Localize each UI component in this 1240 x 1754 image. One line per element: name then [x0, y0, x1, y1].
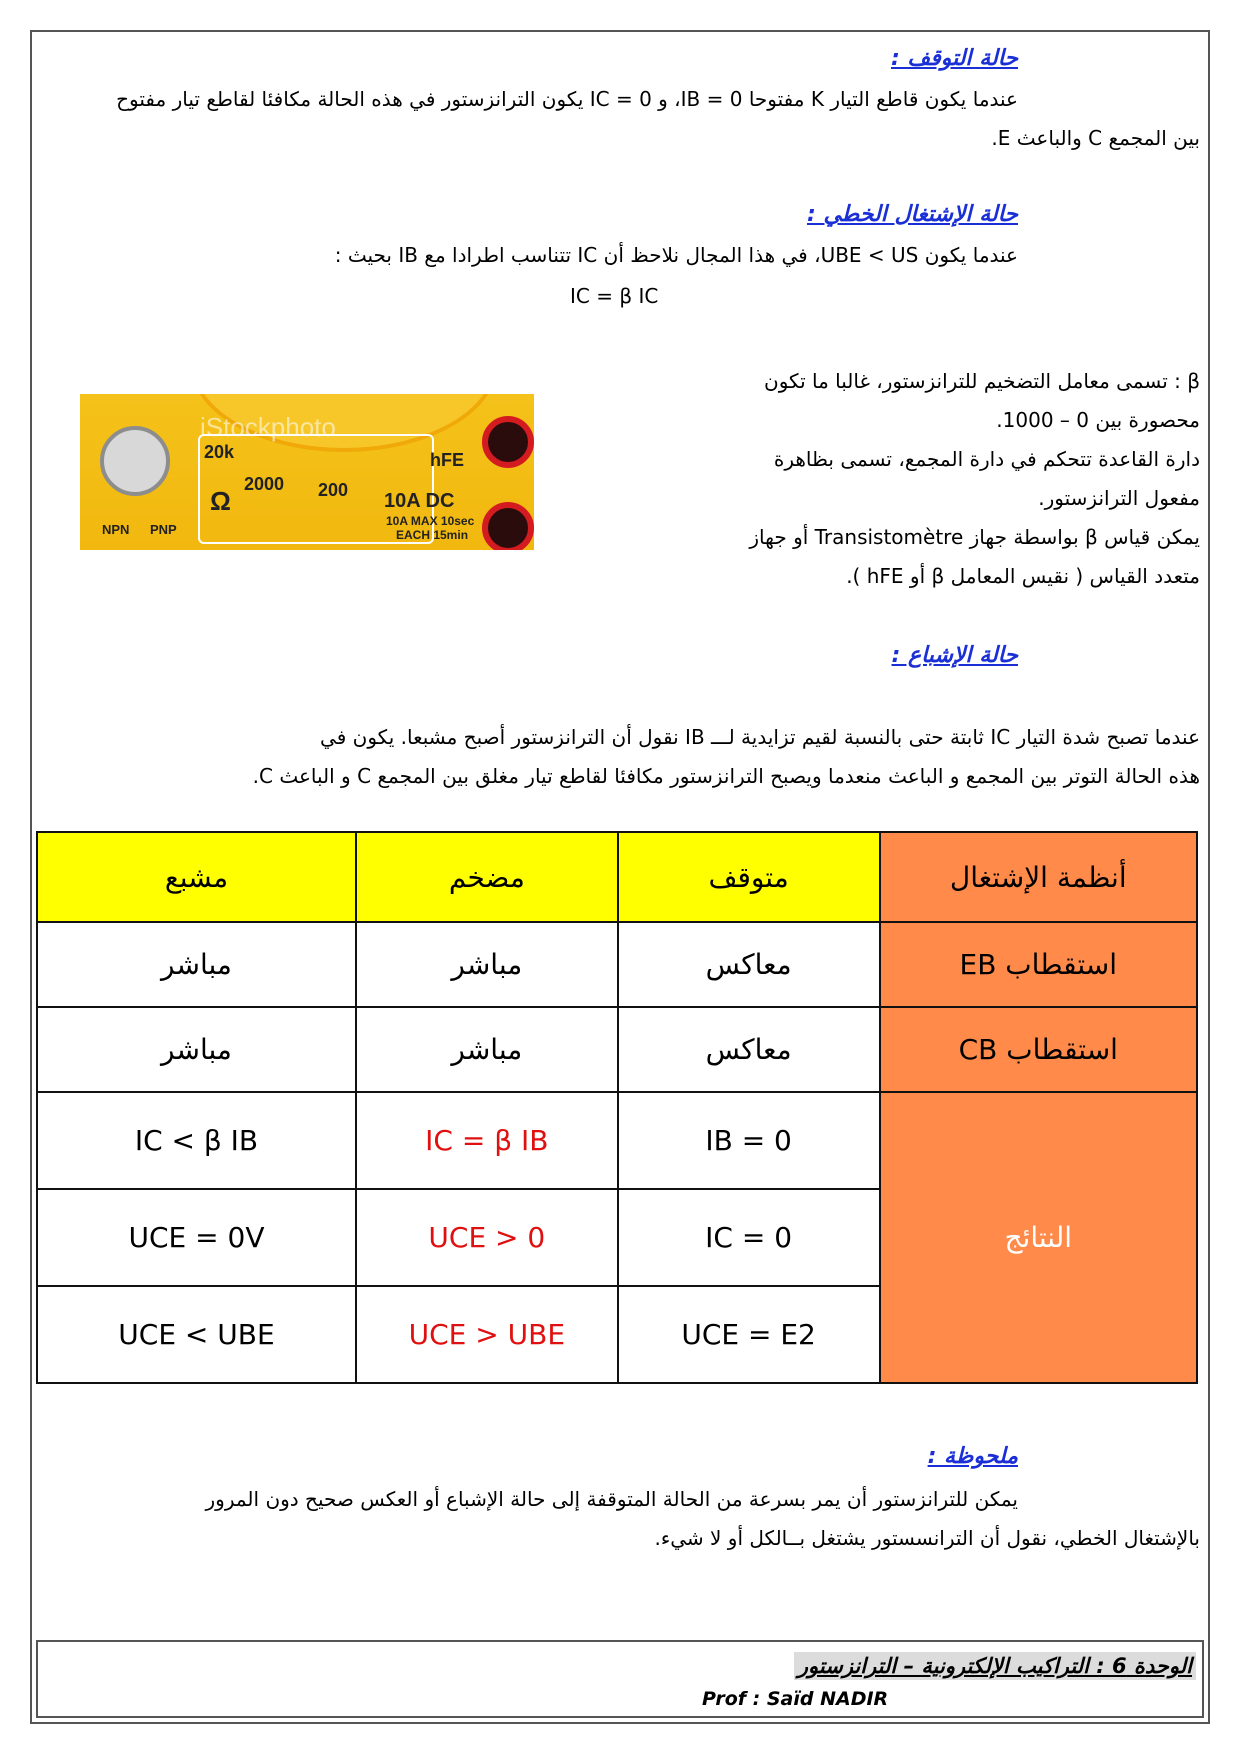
red-jack-bottom — [482, 502, 534, 550]
row-cb-saturated: مباشر — [37, 1007, 356, 1092]
header-saturated: مشبع — [37, 832, 356, 922]
result-cutoff-2: IC = 0 — [618, 1189, 880, 1286]
header-cutoff: متوقف — [618, 832, 880, 922]
red-jack-top — [482, 416, 534, 468]
result-saturated-2: UCE = 0V — [37, 1189, 356, 1286]
note-line-2: بالإشتغال الخطي، نقول أن الترانسستور يشتغل بــالكل أو لا شيء. — [654, 1526, 1200, 1550]
cutoff-line-1: عندما يكون قاطع التيار K مفتوحا IB = 0، و IC = 0 يكون الترانزستور في هذه الحالة مكافئا لقاطع تيار مفتوح — [116, 87, 1018, 111]
row-eb-saturated: مباشر — [37, 922, 356, 1007]
row-eb-amplifier: مباشر — [356, 922, 618, 1007]
result-saturated-3: UCE < UBE — [37, 1286, 356, 1383]
row-eb-label: استقطاب EB — [880, 922, 1197, 1007]
beta-line-1: β : تسمى معامل التضخيم للترانزستور، غالبا ما تكون — [764, 369, 1200, 393]
row-cb-amplifier: مباشر — [356, 1007, 618, 1092]
author: Prof : Saïd NADIR — [702, 1688, 889, 1710]
result-saturated-1: IC < β IB — [37, 1092, 356, 1189]
transistor-socket — [100, 426, 170, 496]
label-200: 200 — [318, 480, 349, 500]
label-hfe: hFE — [430, 450, 464, 470]
note-heading: ملحوظة : — [927, 1444, 1018, 1469]
unit-title: الوحدة 6 : التراكيب الإلكترونية – الترانزستور — [794, 1652, 1196, 1680]
linear-line-1: عندما يكون UBE < US، في هذا المجال نلاحظ أن IC تتناسب اطرادا مع IB بحيث : — [334, 243, 1018, 267]
label-pnp: PNP — [150, 522, 177, 537]
header-regimes: أنظمة الإشتغال — [880, 832, 1197, 922]
result-cutoff-3: UCE = E2 — [618, 1286, 880, 1383]
note-line-1: يمكن للترانزستور أن يمر بسرعة من الحالة المتوقفة إلى حالة الإشباع أو العكس صحيح دون المرور — [205, 1487, 1018, 1511]
saturation-line-2: هذه الحالة التوتر بين المجمع و الباعث منعدما ويصبح الترانزستور مكافئا لقاطع تيار مغلق بين المجمع C و الباعث C. — [252, 764, 1200, 788]
label-10a-max: 10A MAX 10sec — [386, 514, 475, 528]
result-amplifier-3: UCE > UBE — [356, 1286, 618, 1383]
cutoff-heading: حالة التوقف : — [890, 46, 1018, 71]
linear-equation: IC = β IC — [570, 284, 659, 308]
label-ohm: Ω — [210, 486, 231, 516]
label-npn: NPN — [102, 522, 130, 537]
saturation-line-1: عندما تصبح شدة التيار IC ثابتة حتى بالنسبة لقيم تزايدية لـــ IB نقول أن الترانزستور أصبح مشبعا. يكون في — [320, 725, 1200, 749]
row-eb-cutoff: معاكس — [618, 922, 880, 1007]
result-amplifier-2: UCE > 0 — [356, 1189, 618, 1286]
row-cb-label: استقطاب CB — [880, 1007, 1197, 1092]
header-amplifier: مضخم — [356, 832, 618, 922]
beta-line-5: يمكن قياس β بواسطة جهاز Transistomètre أو جهاز — [749, 525, 1200, 549]
watermark: iStockphoto — [200, 412, 336, 442]
beta-line-4: مفعول الترانزستور. — [1038, 486, 1200, 510]
results-label: النتائج — [880, 1092, 1197, 1383]
beta-line-6: متعدد القياس ( نقيس المعامل β أو hFE ). — [846, 564, 1200, 588]
cutoff-line-2: بين المجمع C والباعث E. — [991, 126, 1200, 150]
result-cutoff-1: IB = 0 — [618, 1092, 880, 1189]
result-amplifier-1: IC = β IB — [356, 1092, 618, 1189]
multimeter-photo — [80, 394, 534, 550]
label-2000: 2000 — [244, 474, 285, 494]
beta-line-2: محصورة بين 0 – 1000. — [996, 408, 1200, 432]
row-cb-cutoff: معاكس — [618, 1007, 880, 1092]
linear-heading: حالة الإشتغال الخطي : — [806, 202, 1018, 227]
saturation-heading: حالة الإشباع : — [891, 643, 1018, 668]
footer-box — [36, 1640, 1204, 1718]
beta-line-3: دارة القاعدة تتحكم في دارة المجمع، تسمى بظاهرة — [773, 447, 1200, 471]
label-20k: 20k — [204, 442, 235, 462]
label-10a-dc: 10A DC — [384, 490, 455, 512]
states-table — [36, 831, 1198, 1384]
label-each-15min: EACH 15min — [396, 528, 469, 542]
